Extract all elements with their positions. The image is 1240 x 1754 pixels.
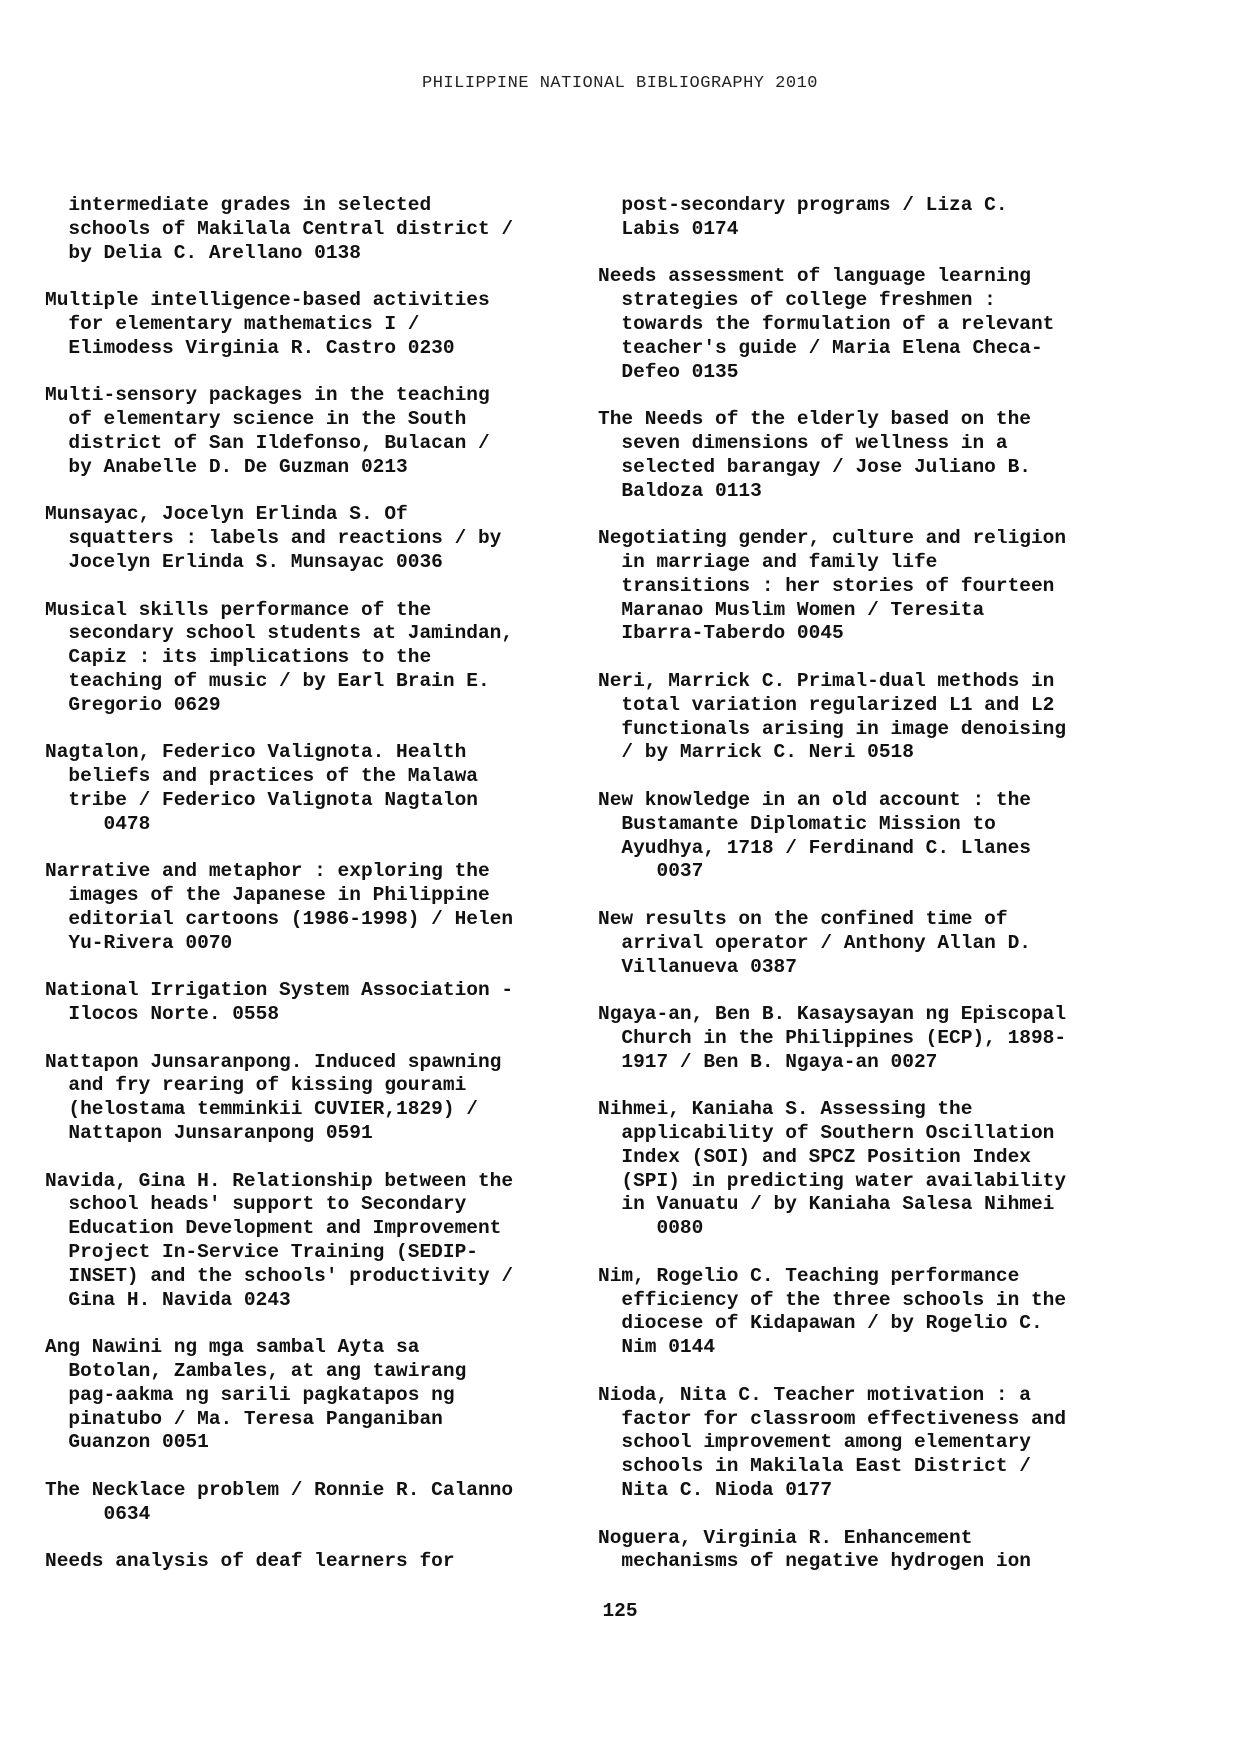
bibliography-entry: Noguera, Virginia R. Enhancement mechanisms of negative hydrogen ion	[598, 1526, 1031, 1573]
bibliography-entry: Musical skills performance of the secondary school students at Jamindan, Capiz : its implications to the teaching of music / by Earl Brain E. Gregorio 0629	[45, 598, 514, 716]
bibliography-entry: intermediate grades in selected schools of Makilala Central district / by Delia C. Arellano 0138	[68, 194, 514, 264]
bibliography-entry: Multi-sensory packages in the teaching of elementary science in the South district of San Ildefonso, Bulacan / by Anabelle D. De Guzman 0213	[45, 384, 490, 478]
bibliography-entry: Nim, Rogelio C. Teaching performance efficiency of the three schools in the diocese of Kidapawan / by Rogelio C. Nim 0144	[598, 1264, 1067, 1359]
page-number: 125	[602, 1600, 638, 1622]
bibliography-entry: Needs analysis of deaf learners for	[45, 1550, 455, 1573]
bibliography-entry: New knowledge in an old account : the Bustamante Diplomatic Mission to Ayudhya, 1718 / Ferdinand C. Llanes 0037	[598, 788, 1031, 883]
bibliography-entry: Negotiating gender, culture and religion in marriage and family life transitions : her stories of fourteen Maranao Muslim Women / Teresita Ibarra-Taberdo 0045	[598, 527, 1067, 645]
bibliography-entry: The Necklace problem / Ronnie R. Calanno 0634	[45, 1479, 514, 1525]
running-title: PHILIPPINE NATIONAL BIBLIOGRAPHY 2010	[422, 74, 818, 93]
bibliography-entry: Ngaya-an, Ben B. Kasaysayan ng Episcopal Church in the Philippines (ECP), 1898- 1917 / Ben B. Ngaya-an 0027	[598, 1003, 1067, 1073]
bibliography-entry: Neri, Marrick C. Primal-dual methods in total variation regularized L1 and L2 functionals arising in image denoising / by Marrick C. Neri 0518	[598, 669, 1067, 764]
bibliography-entry: National Irrigation System Association - Ilocos Norte. 0558	[45, 979, 514, 1026]
right-column	[598, 194, 1158, 1598]
bibliography-entry: Ang Nawini ng mga sambal Ayta sa Botolan, Zambales, at ang tawirang pag-aakma ng sarili pagkatapos ng pinatubo / Ma. Teresa Panganiban Guanzon 0051	[45, 1336, 467, 1454]
bibliography-entry: New results on the confined time of arrival operator / Anthony Allan D. Villanueva 0387	[598, 907, 1031, 978]
left-column	[45, 194, 605, 1598]
bibliography-entry: Nagtalon, Federico Valignota. Health beliefs and practices of the Malawa tribe / Federico Valignota Nagtalon 0478	[45, 741, 478, 835]
bibliography-entry: The Needs of the elderly based on the seven dimensions of wellness in a selected barangay / Jose Juliano B. Baldoza 0113	[598, 408, 1031, 502]
bibliography-entry: Needs assessment of language learning strategies of college freshmen : towards the formulation of a relevant teacher's guide / Maria Elena Checa- Defeo 0135	[598, 265, 1055, 383]
bibliography-entry: Multiple intelligence-based activities for elementary mathematics I / Elimodess Virginia R. Castro 0230	[45, 289, 490, 359]
bibliography-entry: post-secondary programs / Liza C. Labis 0174	[621, 194, 1008, 240]
bibliography-entry: Narrative and metaphor : exploring the images of the Japanese in Philippine editorial cartoons (1986-1998) / Helen Yu-Rivera 0070	[45, 860, 514, 954]
bibliography-entry: Navida, Gina H. Relationship between the school heads' support to Secondary Education Development and Improvement Project In-Service Training (SEDIP- INSET) and the schools' productivity / Gina H. Navida 0243	[45, 1169, 514, 1311]
bibliography-entry: Nattapon Junsaranpong. Induced spawning and fry rearing of kissing gourami (helostama temminkii CUVIER,1829) / Nattapon Junsaranpong 0591	[45, 1050, 502, 1145]
bibliography-entry: Nihmei, Kaniaha S. Assessing the applicability of Southern Oscillation Index (SOI) and SPCZ Position Index (SPI) in predicting water availability in Vanuatu / by Kaniaha Salesa Nihmei 0080	[598, 1098, 1067, 1240]
bibliography-entry: Munsayac, Jocelyn Erlinda S. Of squatters : labels and reactions / by Jocelyn Erlinda S. Munsayac 0036	[45, 503, 502, 573]
bibliography-entry: Nioda, Nita C. Teacher motivation : a factor for classroom effectiveness and school improvement among elementary schools in Makilala East District / Nita C. Nioda 0177	[598, 1383, 1067, 1502]
